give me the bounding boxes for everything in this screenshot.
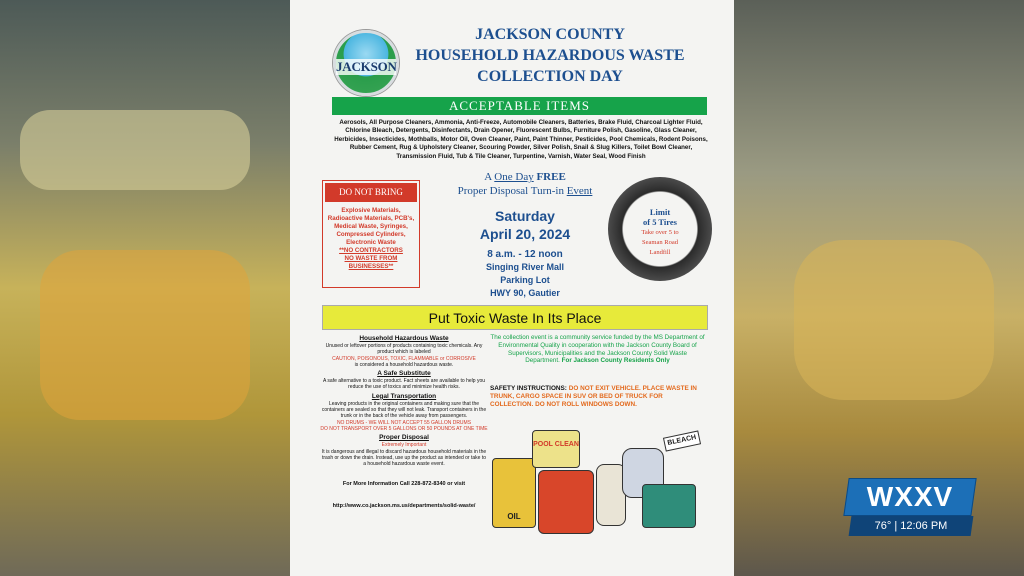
temperature: 76° (874, 520, 892, 532)
info-text-2: A safe alternative to a toxic product. Fact sheets are available to help you reduce the use of toxics and minimize health risks. (322, 378, 486, 391)
paint-can-icon (538, 470, 594, 534)
event-details (430, 170, 620, 300)
event-line-1 (430, 170, 620, 184)
event-date: April 20, 2024 (479, 226, 571, 242)
event-line-2-a: Proper Disposal Turn-in (457, 185, 567, 197)
do-not-bring-items: Explosive Materials, Radioactive Materials, PCB's, Medical Waste, Syringes, Compressed Cylinders, Electronic Waste (327, 207, 415, 246)
info-heading-3: Legal Transportation (371, 392, 437, 400)
info-text-4: It is dangerous and illegal to discard hazardous household materials in the trash or down the drain. Instead, use up the product as intended or take to a household hazardous waste event. (321, 448, 487, 468)
event-time: 8 a.m. - 12 noon (487, 249, 563, 260)
info-text-1-end: is considered a household hazardous waste. (354, 361, 454, 368)
event-line-1-b: One Day (494, 171, 534, 183)
event-line-1-c: FREE (533, 171, 566, 183)
info-text-1: Unused or leftover portions of products containing toxic chemicals. Any product which is labeled (325, 343, 483, 356)
blurred-background-left (0, 0, 290, 576)
tire-line-2: of 5 Tires (642, 217, 677, 227)
station-badge (846, 478, 974, 540)
contact-url: http://www.co.jackson.ms.us/departments/solid-waste/ (332, 502, 476, 509)
tire-icon (608, 177, 712, 281)
do-not-bring-list (323, 204, 419, 271)
event-line-2 (430, 184, 620, 198)
clock-time: 12:06 PM (900, 520, 948, 532)
info-heading-2: A Safe Substitute (377, 370, 431, 378)
info-transport-limit: DO NOT TRANSPORT OVER 5 GALLONS OR 50 POUNDS AT ONE TIME (320, 425, 488, 432)
event-location-3: HWY 90, Gautier (490, 288, 560, 298)
title-line-2: HOUSEHOLD HAZARDOUS WASTE (415, 47, 685, 64)
event-location-1: Singing River Mall (485, 262, 564, 272)
funding-text: The collection event is a community service funded by the MS Department of Environmental Quality in cooperation with the Jackson County Board of Supervisors, Municipalities and the Jackson County Solid Waste Department. (490, 334, 705, 365)
pool-clean-label: POOL CLEAN (533, 441, 579, 448)
pool-clean-can-icon (532, 430, 580, 468)
title-line-1: JACKSON COUNTY (475, 26, 625, 43)
separator: | (894, 520, 901, 532)
jackson-county-logo (333, 30, 399, 96)
bleach-label: BLEACH (663, 430, 701, 451)
info-warning-labels: CAUTION, POISONOUS, TOXIC, FLAMMABLE or CORROSIVE (332, 355, 476, 362)
do-not-bring-header: DO NOT BRING (325, 183, 417, 202)
tire-line-1: Limit (649, 207, 671, 217)
flyer-title (400, 24, 700, 87)
info-heading-1: Household Hazardous Waste (359, 335, 449, 342)
event-flyer (290, 0, 734, 576)
tire-line-4: Seaman Road (642, 239, 678, 246)
tire-limit-text (608, 207, 712, 257)
info-heading-4: Proper Disposal (379, 434, 429, 442)
info-no-drums: NO DRUMS - WE WILL NOT ACCEPT 55 GALLON DRUMS (336, 419, 472, 426)
safety-text: DO NOT EXIT VEHICLE. PLACE WASTE IN TRUNK, CARGO SPACE IN SUV OR BED OF TRUCK FOR COLLECTION. DO NOT ROLL WINDOWS DOWN. (490, 385, 697, 408)
no-business-waste-note: NO WASTE FROM BUSINESSES** (344, 255, 398, 270)
acceptable-items-header: ACCEPTABLE ITEMS (332, 97, 707, 115)
badge-temp-time (850, 516, 972, 536)
safety-instructions (490, 385, 705, 409)
chemical-box-icon (642, 484, 696, 528)
waste-containers-illustration (492, 428, 702, 538)
event-day: Saturday (495, 208, 555, 224)
info-heading-4-sub: Extremely Important (381, 442, 427, 449)
title-line-3: COLLECTION DAY (477, 68, 623, 85)
funding-info (490, 334, 705, 365)
station-name: WXXV (866, 481, 954, 512)
tire-line-5: Landfill (649, 249, 671, 256)
contact-phone: For More Information Call 228-872-8340 or visit (342, 481, 466, 488)
safety-label: SAFETY INSTRUCTIONS: (490, 385, 567, 392)
info-text-3: Leaving products in the original containers and making sure that the containers are sealed so that they will not leak. Transport containers in the trunk or in the back of the vehicle away from passengers. (321, 400, 487, 420)
logo-text: JACKSON (336, 59, 397, 74)
event-location-2: Parking Lot (500, 275, 550, 285)
event-line-2-b: Event (566, 185, 593, 197)
event-line-1-a: A (484, 171, 495, 183)
hazardous-waste-info (320, 333, 488, 510)
acceptable-items-list: Aerosols, All Purpose Cleaners, Ammonia, Anti-Freeze, Automobile Cleaners, Batteries, Brake Fluid, Charcoal Lighter Fluid, Chlorine Bleach, Detergents, Disinfectants, Drain Opener, Fluorescent Bulbs, Furniture Polish, Gasoline, Glass Cleaner, Herbicides, Insecticides, Mothballs, Motor Oil, Oven Cleaner, Paint, Paint Thinner, Pesticides, Pool Chemicals, Rodent Poisons, Rubber Cement, Rug & Upholstery Cleaner, Scouring Powder, Silver Polish, Snail & Slug Killers, Toilet Bowl Cleaner, Transmission Fluid, Tub & Tile Cleaner, Turpentine, Varnish, Water Seal, Wood Finish (334, 119, 708, 160)
do-not-bring-box (322, 180, 420, 288)
oil-can-label: OIL (507, 512, 521, 521)
oil-can-icon (492, 458, 536, 528)
residents-only: For Jackson County Residents Only (561, 357, 670, 365)
tire-line-3: Take over 5 to (641, 229, 679, 236)
no-contractors-note: **NO CONTRACTORS (339, 247, 403, 254)
put-toxic-waste-banner: Put Toxic Waste In Its Place (322, 305, 708, 330)
